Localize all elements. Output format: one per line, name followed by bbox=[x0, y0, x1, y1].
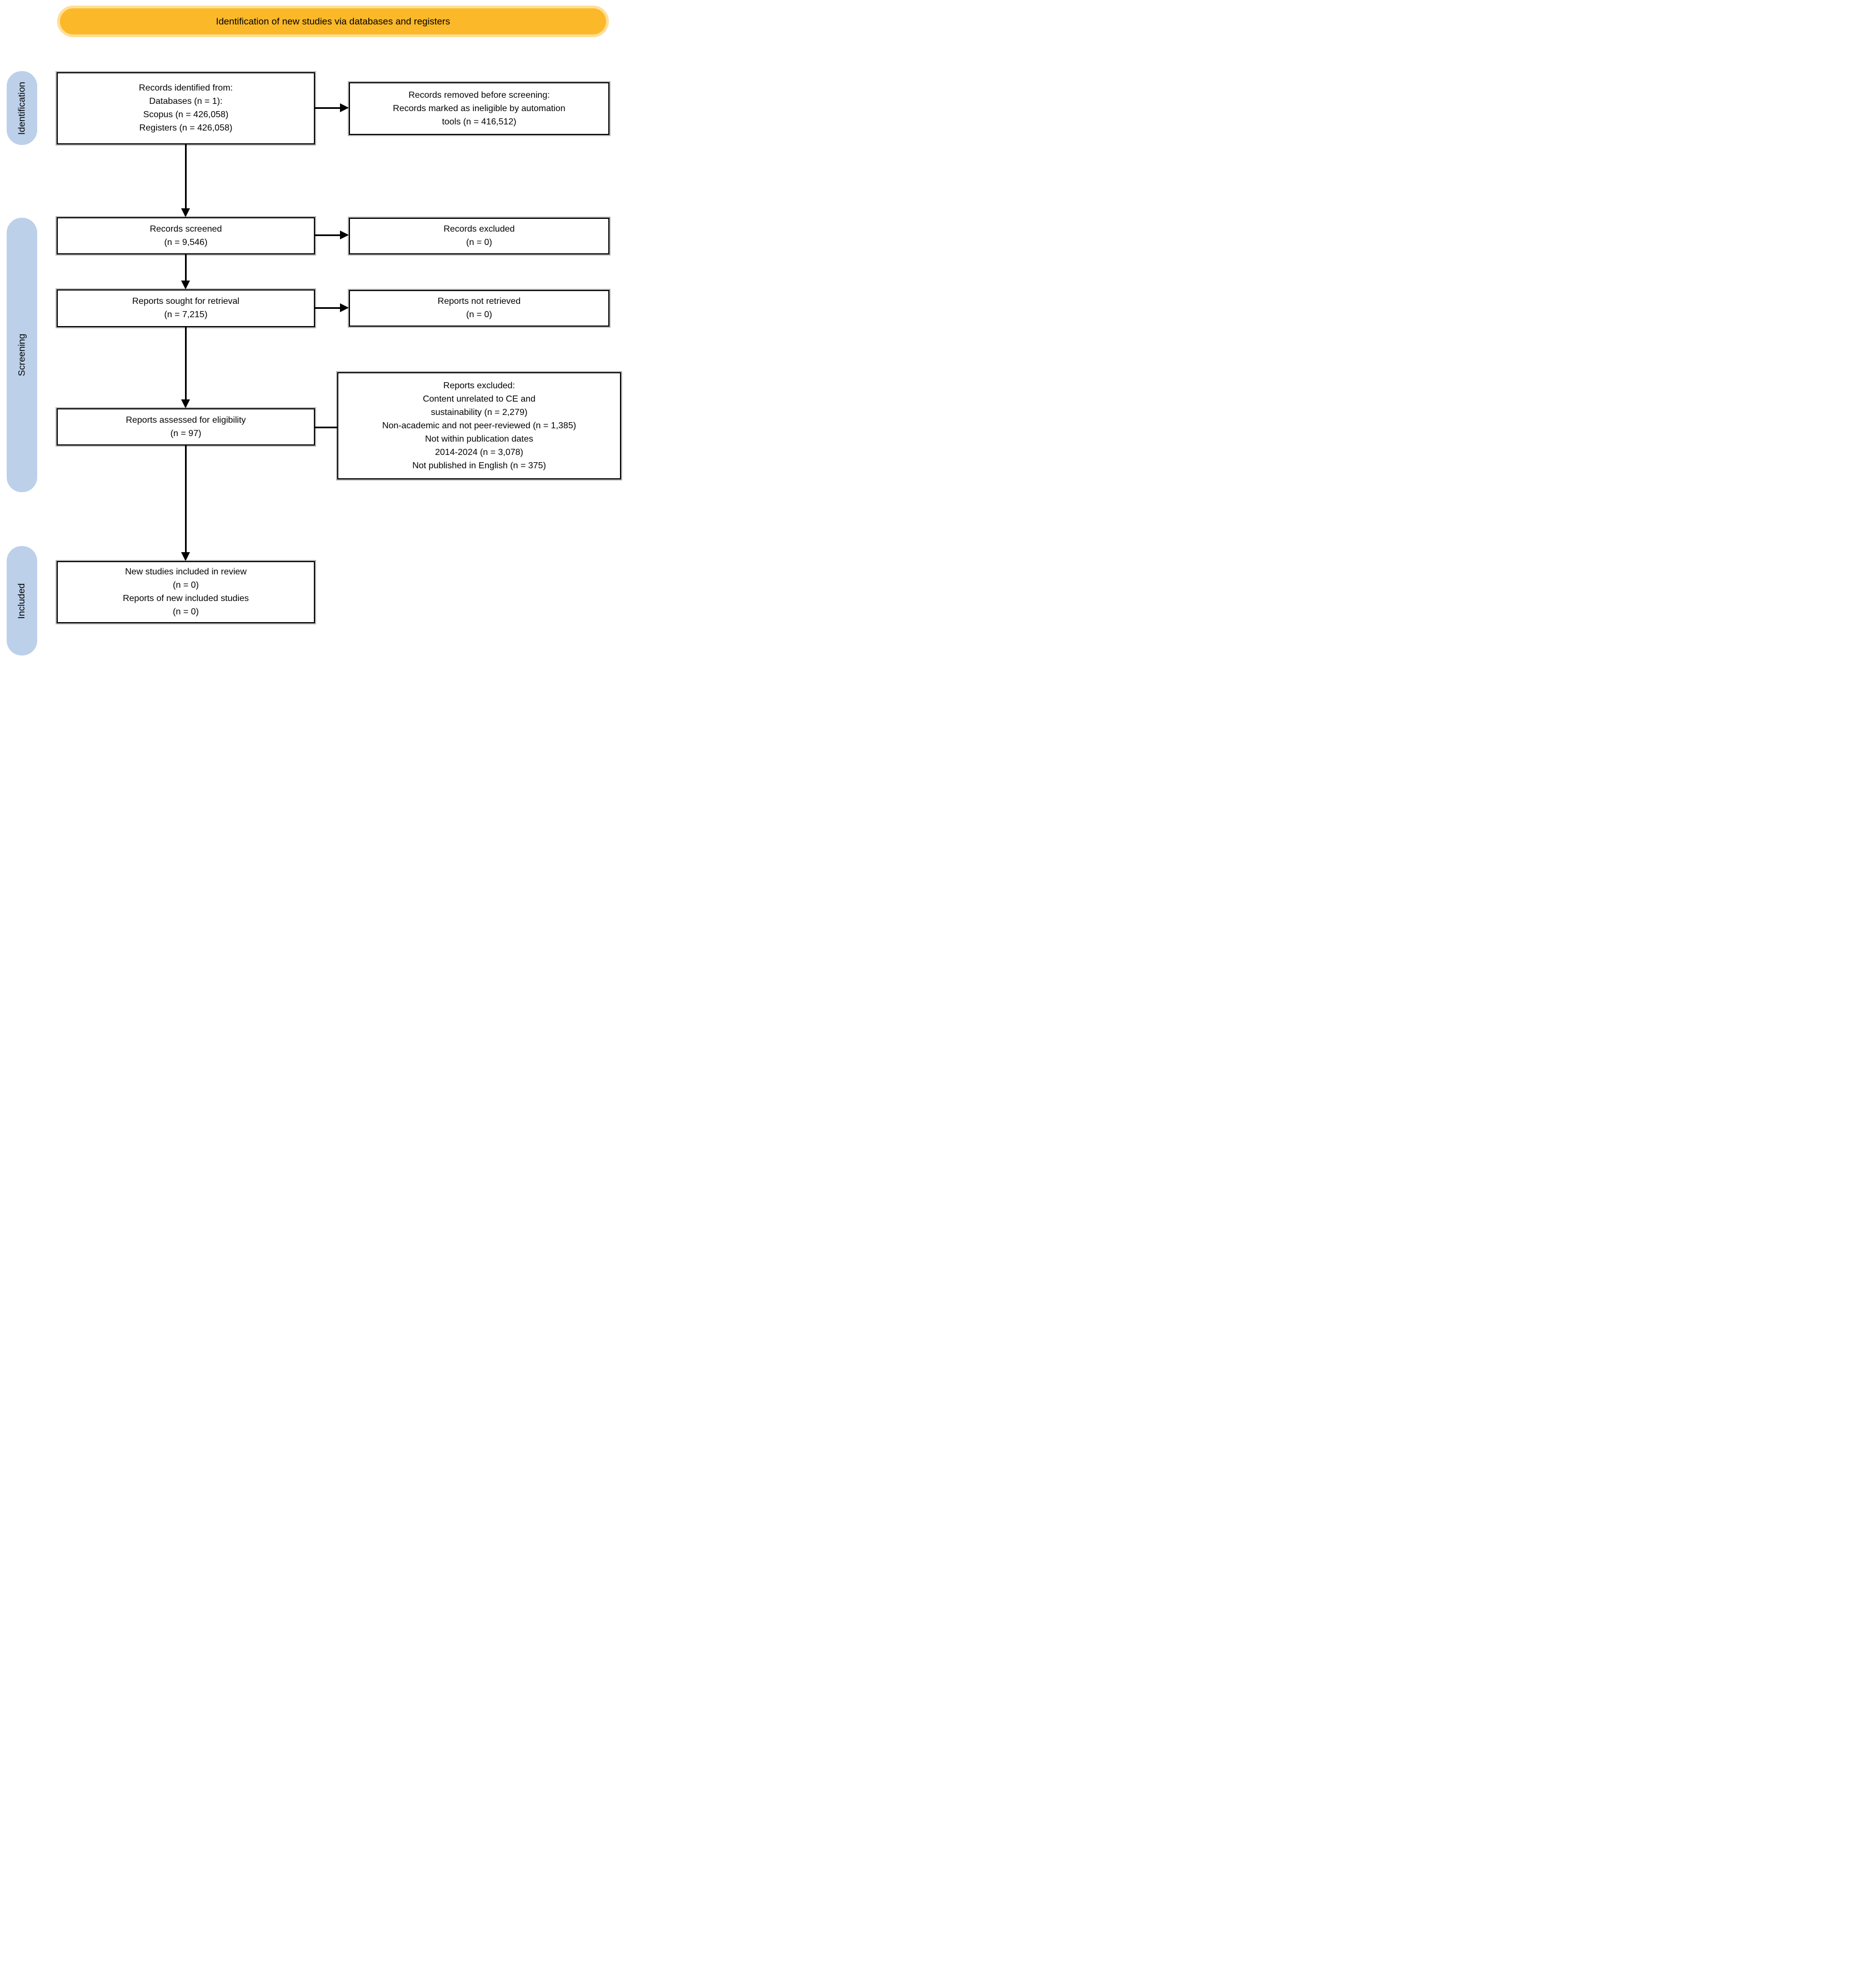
arrow-sought-to-assessed-head bbox=[181, 399, 190, 408]
box-line: Scopus (n = 426,058) bbox=[143, 110, 229, 119]
stage-pill-included bbox=[7, 546, 37, 655]
box-reports-not-retrieved bbox=[349, 290, 609, 327]
box-line: (n = 0) bbox=[173, 607, 199, 617]
box-line: 2014-2024 (n = 3,078) bbox=[435, 447, 523, 457]
box-records-excluded bbox=[349, 218, 609, 254]
arrow-screened-to-excluded-head bbox=[340, 231, 349, 239]
box-records-removed bbox=[349, 82, 609, 135]
box-line: Reports assessed for eligibility bbox=[126, 415, 246, 425]
box-line: Records identified from: bbox=[139, 83, 233, 93]
arrow-identified-to-screened-head bbox=[181, 208, 190, 217]
arrow-sought-to-not-retrieved-line bbox=[315, 307, 340, 309]
box-line: (n = 97) bbox=[170, 428, 202, 438]
box-line: (n = 9,546) bbox=[164, 237, 208, 247]
box-line: Non-academic and not peer-reviewed (n = 1,385) bbox=[382, 421, 577, 431]
stage-label-screening: Screening bbox=[16, 333, 27, 377]
box-line: (n = 7,215) bbox=[164, 310, 208, 319]
box-reports-excluded bbox=[337, 372, 621, 479]
box-line: Not within publication dates bbox=[425, 434, 533, 444]
arrow-screened-to-sought-line bbox=[185, 254, 187, 281]
box-line: Not published in English (n = 375) bbox=[412, 461, 546, 471]
stage-pill-identification bbox=[7, 71, 37, 145]
arrow-sought-to-not-retrieved-head bbox=[340, 303, 349, 312]
box-records-screened bbox=[57, 217, 315, 254]
box-line: (n = 0) bbox=[173, 580, 199, 590]
box-line: New studies included in review bbox=[125, 567, 247, 577]
box-line: Records marked as ineligible by automation bbox=[393, 103, 566, 113]
banner-title: Identification of new studies via databases and registers bbox=[216, 16, 451, 27]
box-line: Reports excluded: bbox=[443, 381, 515, 391]
arrow-screened-to-sought-head bbox=[181, 281, 190, 289]
arrow-identified-to-removed-head bbox=[340, 103, 349, 112]
box-reports-sought bbox=[57, 289, 315, 327]
box-line: Registers (n = 426,058) bbox=[139, 123, 233, 133]
box-line: Records removed before screening: bbox=[408, 90, 550, 100]
arrow-assessed-to-included-head bbox=[181, 552, 190, 561]
arrow-identified-to-screened-line bbox=[185, 144, 187, 209]
box-records-identified bbox=[57, 72, 315, 144]
stage-pill-screening bbox=[7, 218, 37, 492]
box-line: Records excluded bbox=[443, 224, 515, 234]
box-line: Reports of new included studies bbox=[123, 594, 249, 603]
arrow-screened-to-excluded-line bbox=[315, 234, 340, 236]
box-line: (n = 0) bbox=[466, 238, 492, 247]
box-line: (n = 0) bbox=[466, 310, 492, 319]
box-new-studies-included bbox=[57, 561, 315, 623]
arrow-identified-to-removed-line bbox=[315, 107, 340, 109]
stage-label-identification: Identification bbox=[16, 81, 27, 135]
box-line: sustainability (n = 2,279) bbox=[431, 407, 528, 417]
stage-label-included: Included bbox=[16, 583, 27, 619]
arrow-assessed-to-included-line bbox=[185, 446, 187, 553]
box-line: Databases (n = 1): bbox=[149, 97, 223, 106]
box-line: Reports sought for retrieval bbox=[132, 297, 239, 306]
arrow-sought-to-assessed-line bbox=[185, 327, 187, 400]
box-line: Reports not retrieved bbox=[437, 297, 521, 306]
connector-assessed-to-reports-excluded bbox=[315, 427, 337, 428]
box-line: tools (n = 416,512) bbox=[442, 117, 517, 127]
box-line: Records screened bbox=[149, 224, 222, 234]
prisma-flow-diagram bbox=[0, 0, 626, 661]
banner bbox=[57, 6, 609, 37]
box-line: Content unrelated to CE and bbox=[423, 394, 536, 404]
box-reports-assessed bbox=[57, 408, 315, 446]
